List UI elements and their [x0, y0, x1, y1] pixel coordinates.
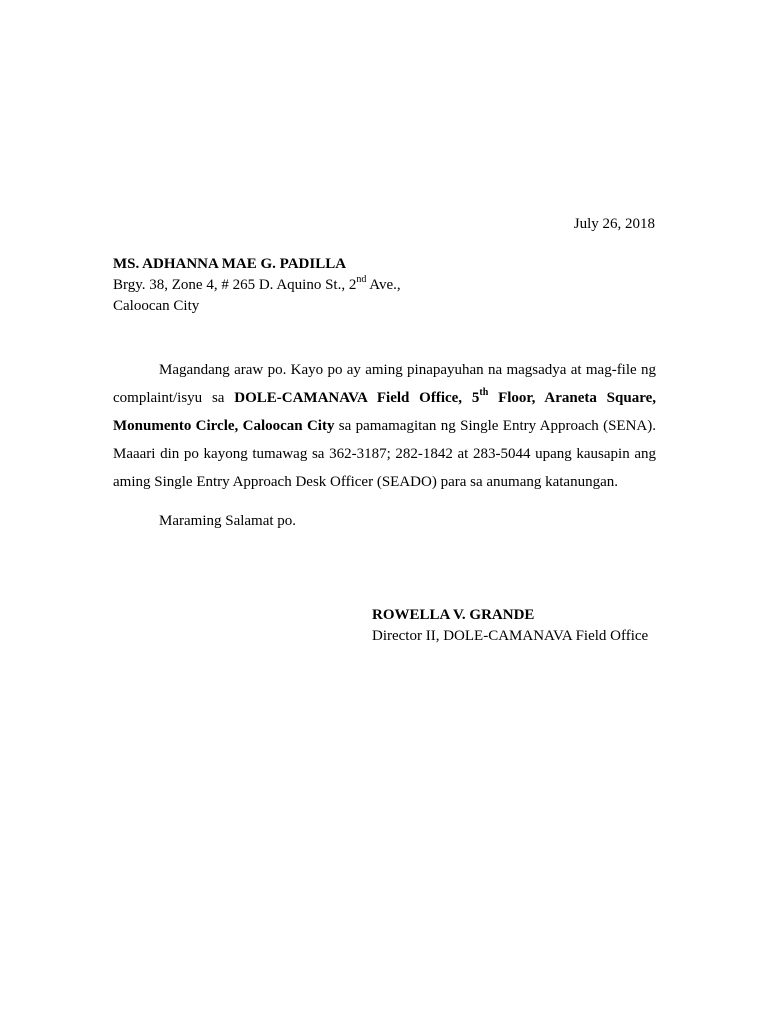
closing-line: Maraming Salamat po.	[159, 513, 297, 529]
office-location: Floor, Araneta Square, Monumento Circle, Caloocan City	[113, 390, 657, 434]
body-text-intro: Magandang araw po. Kayo po ay aming pinapayuhan na magsadya at mag-file ng complaint/isyu sa	[113, 362, 656, 406]
signature-block	[372, 605, 648, 647]
address-line1-post: Ave.,	[366, 277, 401, 293]
letter-body	[113, 356, 656, 535]
letter-date: July 26, 2018	[573, 216, 655, 232]
body-text-rest: sa pamamagitan ng Single Entry Approach (SENA). Maaari din po kayong tumawag sa 362-3187; 282-1842 at 283-5044 upang kausapin ang aming Single Entry Approach Desk Officer (SEADO) para sa anumang katanungan.	[113, 418, 657, 490]
floor-ordinal-suffix: th	[479, 387, 489, 398]
recipient-name: MS. ADHANNA MAE G. PADILLA	[113, 256, 347, 272]
recipient-block	[113, 254, 401, 317]
body-paragraph	[113, 356, 656, 496]
office-name: DOLE-CAMANAVA Field Office, 5	[234, 390, 480, 406]
signatory-name: ROWELLA V. GRANDE	[372, 607, 535, 623]
recipient-address-line1	[113, 275, 401, 296]
address-line1-pre: Brgy. 38, Zone 4, # 265 D. Aquino St., 2	[113, 277, 357, 293]
address-ordinal-suffix: nd	[356, 274, 367, 285]
recipient-address-line2: Caloocan City	[113, 298, 200, 314]
signatory-title: Director II, DOLE-CAMANAVA Field Office	[372, 628, 649, 644]
